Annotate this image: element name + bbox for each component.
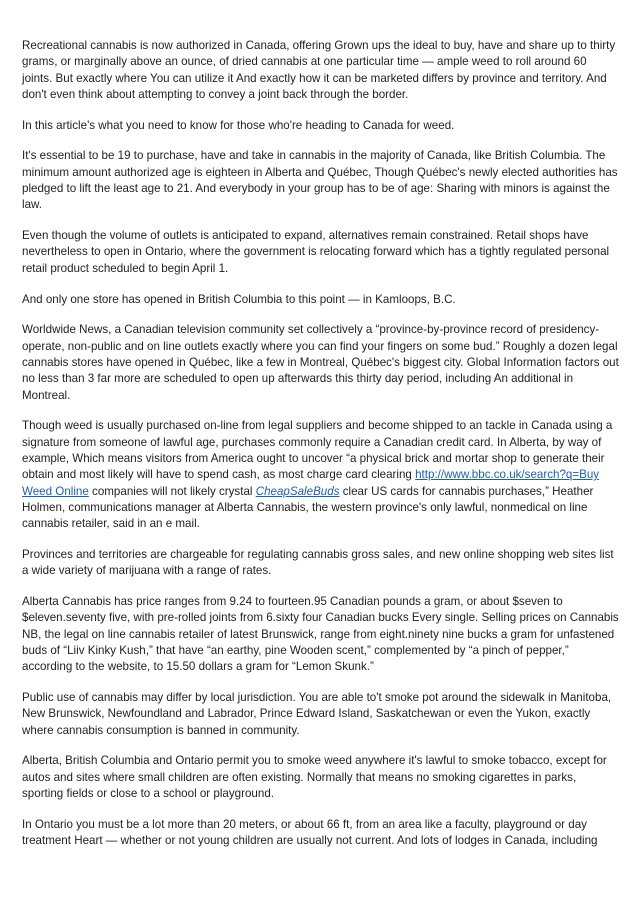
paragraph-7-text-a: Though weed is usually purchased on-line from legal suppliers and become shipped to an tackle in Canada using a signature from someone of lawful age, purchases commonly require a Canadian credit card. In Alberta, by way of example, Which means visitors from America ought to uncover “a physical brick and mortar shop to generate their obtain and most likely will have to spend cash, as most charge card clearing [22, 419, 613, 482]
paragraph-10: Public use of cannabis may differ by local jurisdiction. You are able to't smoke pot around the sidewalk in Manitoba, New Brunswick, Newfoundland and Labrador, Prince Edward Island, Saskatchewan or even the Yukon, exactly where cannabis consumption is banned in community. [22, 691, 612, 737]
cheapsalebuds-link[interactable]: CheapSaleBuds [255, 484, 340, 498]
paragraph-7-text-b: companies will not likely crystal [88, 484, 256, 498]
paragraph-6: Worldwide News, a Canadian television community set collectively a “province-by-province record of presidency-operate, non-public and on line outlets exactly where you can find your fingers on some bud.” Roughly a dozen legal cannabis stores have opened in Québec, like a few in Montreal, Québec's biggest city. Global Information factors out no less than 3 far more are scheduled to open up afterwards this thirty day period, including An additional in Montreal. [22, 323, 619, 402]
paragraph-3: It's essential to be 19 to purchase, have and take in cannabis in the majority of Canada, like British Columbia. The minimum amount authorized age is eighteen in Alberta and Québec, Though Québec's newly elected authorities has pledged to lift the least age to 21. And everybody in your group has to be of age: Sharing with minors is against the law. [22, 149, 618, 212]
paragraph-2: In this article's what you need to know for those who're heading to Canada for weed. [22, 118, 455, 132]
paragraph-8: Provinces and territories are chargeable for regulating cannabis gross sales, and new online shopping web sites list a wide variety of marijuana with a range of rates. [22, 547, 614, 578]
paragraph-7 [22, 418, 620, 532]
paragraph-5: And only one store has opened in British Columbia to this point — in Kamloops, B.C. [22, 292, 456, 306]
paragraph-4: Even though the volume of outlets is anticipated to expand, alternatives remain constrained. Retail shops have nevertheless to open in Ontario, where the government is relocating forward which has a tightly regulated personal retail product scheduled to begin April 1. [22, 229, 610, 275]
paragraph-9: Alberta Cannabis has price ranges from 9.24 to fourteen.95 Canadian pounds a gram, or about $seven to $eleven.seventy five, with pre-rolled joints from 6.sixty four Canadian bucks Every single. Selling prices on Cannabis NB, the legal on line cannabis retailer of latest Brunswick, range from eight.ninety nine bucks a gram for unfastened buds of “Liiv Kinky Kush,” that have “an earthy, pine Wooden scent,” complemented by “a pinch of pepper,” according to the website, to 15.50 dollars a gram for “Lemon Skunk.” [22, 595, 619, 674]
paragraph-11: Alberta, British Columbia and Ontario permit you to smoke weed anywhere it's lawful to smoke tobacco, except for autos and sites where small children are often existing. Normally that means no smoking cigarettes in parks, sporting fields or close to a school or playground. [22, 754, 607, 800]
document-body [22, 38, 620, 864]
paragraph-7-text-c: clear US cards for cannabis purchases,” Heather Holmen, communications manager at Alberta Cannabis, the western province's only lawful, nonmedical on line cannabis retailer, said in an e mail. [22, 484, 594, 531]
paragraph-1: Recreational cannabis is now authorized in Canada, offering Grown ups the ideal to buy, have and share up to thirty grams, or marginally above an ounce, of dried cannabis at one particular time — ample weed to roll around 60 joints. But exactly where You can utilize it And exactly how it can be marketed differs by province and territory. And don't even think about attempting to convey a joint back through the border. [22, 39, 616, 101]
paragraph-12: In Ontario you must be a lot more than 20 meters, or about 66 ft, from an area like a faculty, playground or day treatment Heart — whether or not young children are usually not current. And lots of lodges in Canada, including [22, 817, 598, 848]
bbc-search-link[interactable]: http://www.bbc.co.uk/search?q=Buy Weed Online [22, 468, 600, 498]
